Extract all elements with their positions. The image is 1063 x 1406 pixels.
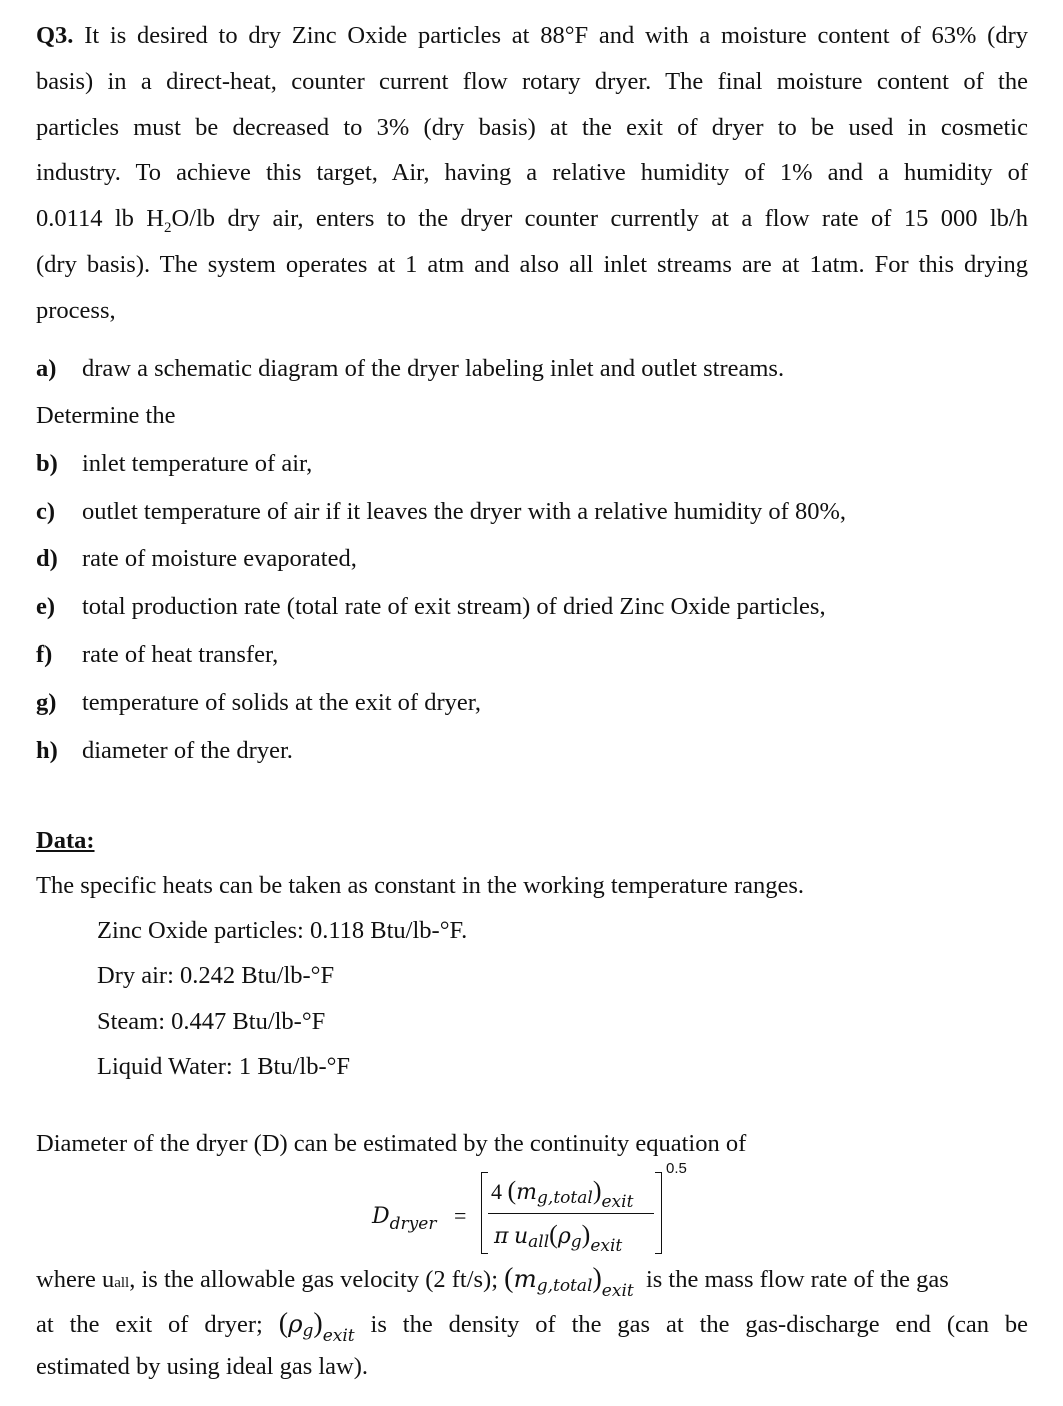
specific-heat-steam: Steam: 0.447 Btu/lb-°F — [97, 1008, 326, 1035]
equation-denominator: π $uall(\rho g)_{exit}$ — [494, 1220, 623, 1256]
part-g: g) temperature of solids at the exit of dryer, — [36, 689, 482, 716]
left-bracket — [481, 1172, 488, 1254]
fraction-bar — [488, 1213, 654, 1214]
where-line-2: at the exit of dryer; $(\rho g)_{exit}$ is the density of the gas at the gas-discharge end (can be — [36, 1308, 1029, 1346]
specific-heat-dry-air: Dry air: 0.242 Btu/lb-°F — [97, 962, 335, 989]
equation-equals: = — [454, 1203, 467, 1228]
question-line-6: (dry basis). The system operates at 1 atm and also all inlet streams are at 1atm. For this drying — [36, 251, 1028, 278]
where-line-1: where uall, is the allowable gas velocity (2 ft/s); $(mg,total)_{exit}$ is the mass flow rate of the gas — [36, 1263, 949, 1301]
question-line-4: industry. To achieve this target, Air, having a relative humidity of 1% and a humidity of — [36, 159, 1028, 186]
mass-flow-symbol: $(mg,total)_{exit}$ — [504, 1263, 634, 1301]
part-h: h) diameter of the dryer. — [36, 737, 293, 764]
question-line-2: basis) in a direct-heat, counter current flow rotary dryer. The final moisture content of the — [36, 68, 1028, 95]
determine-label: Determine the — [36, 402, 176, 429]
equation-numerator: 4 $(mg,total)_{exit}$ — [491, 1176, 634, 1212]
part-c: c) outlet temperature of air if it leaves the dryer with a relative humidity of 80%, — [36, 498, 846, 525]
diameter-intro: Diameter of the dryer (D) can be estimated by the continuity equation of — [36, 1130, 747, 1157]
data-intro: The specific heats can be taken as constant in the working temperature ranges. — [36, 872, 805, 899]
equation-exponent: 0.5 — [666, 1160, 687, 1177]
specific-heat-zinc-oxide: Zinc Oxide particles: 0.118 Btu/lb-°F. — [97, 917, 468, 944]
question-line-1: Q3. It is desired to dry Zinc Oxide particles at 88°F and with a moisture content of 63% (dry — [36, 22, 1028, 49]
question-line-7: process, — [36, 297, 116, 324]
part-b: b) inlet temperature of air, — [36, 450, 313, 477]
question-line-5: 0.0114 lb $H_2O/lb$ dry air, enters to the dryer counter currently at a flow rate of 15 000 lb/h — [36, 205, 1028, 236]
density-symbol: $(\rho g)_{exit}$ — [278, 1308, 355, 1346]
right-bracket — [655, 1172, 662, 1254]
part-a: a) draw a schematic diagram of the dryer labeling inlet and outlet streams. — [36, 355, 785, 382]
part-d: d) rate of moisture evaporated, — [36, 545, 357, 572]
question-line-3: particles must be decreased to 3% (dry basis) at the exit of dryer to be used in cosmetic — [36, 114, 1028, 141]
data-heading: Data: — [36, 827, 95, 854]
part-f: f) rate of heat transfer, — [36, 641, 279, 668]
equation-lhs: $D_{dryer}$ — [372, 1204, 437, 1234]
question-number: Q3. — [36, 22, 74, 49]
where-line-3: estimated by using ideal gas law). — [36, 1353, 369, 1380]
specific-heat-liquid-water: Liquid Water: 1 Btu/lb-°F — [97, 1053, 351, 1080]
part-e: e) total production rate (total rate of exit stream) of dried Zinc Oxide particles, — [36, 593, 826, 620]
